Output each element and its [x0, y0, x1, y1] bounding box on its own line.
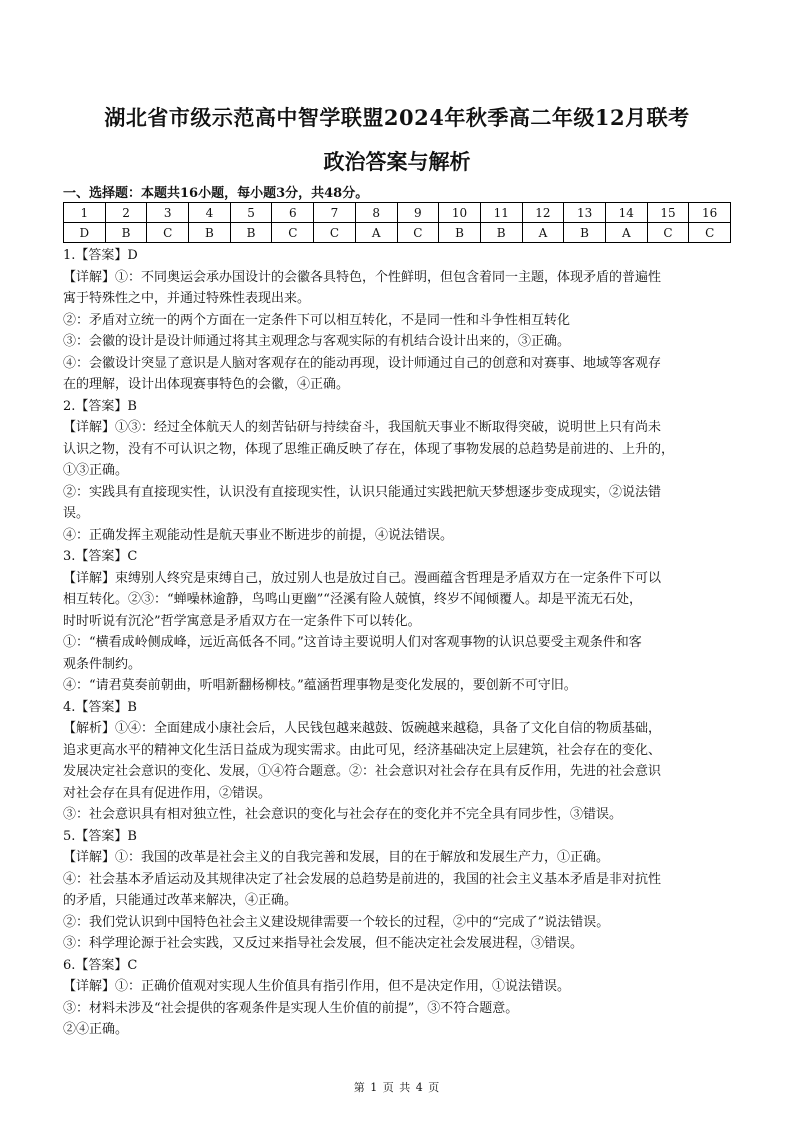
- text-line: 误。: [63, 506, 90, 521]
- text-line: 时时听说有沉沦”哲学寓意是矛盾双方在一定条件下可以转化。: [63, 613, 421, 629]
- answer-cell: C: [647, 223, 689, 243]
- question-number: 4: [189, 203, 231, 223]
- text-line: 相互转化。②③：“蝉噪林逾静，鸟鸣山更幽”“泾溪有险人兢慎，终岁不闻倾覆人。却是平流无石处，: [63, 592, 642, 607]
- answer-cell: A: [355, 223, 397, 243]
- text-line: 对社会存在具有促进作用，②错误。: [63, 785, 272, 801]
- answer-heading: 5.【答案】B: [63, 828, 137, 844]
- text-line: 认识之物，没有不可认识之物，体现了思维正确反映了存在，体现了事物发展的总趋势是前进的、上升的，: [63, 441, 675, 457]
- answer-cell: B: [564, 223, 606, 243]
- answer-heading: 2.【答案】B: [63, 398, 137, 414]
- answer-cell: B: [480, 223, 522, 243]
- text-line: ④：社会基本矛盾运动及其规律决定了社会发展的总趋势是前进的，我国的社会主义基本矛盾是非对抗性: [63, 871, 662, 887]
- question-number: 11: [480, 203, 522, 223]
- answer-heading: 1.【答案】D: [63, 248, 138, 263]
- answer-cell: A: [605, 223, 647, 243]
- text-line: 观条件制约。: [63, 656, 142, 672]
- question-number: 3: [147, 203, 189, 223]
- text-line: 发展决定社会意识的变化、发展，①④符合题意。②：社会意识对社会存在具有反作用，先进的社会意识: [63, 764, 662, 779]
- page-footer: 第 1 页 共 4 页: [353, 1081, 441, 1094]
- question-number: 9: [397, 203, 439, 223]
- answer-cell: C: [147, 223, 189, 243]
- text-line: 【详解】束缚别人终究是束缚自己，放过别人也是放过自己。漫画蕴含哲理是矛盾双方在一定条件下可以: [63, 570, 662, 586]
- text-line: ②：矛盾对立统一的两个方面在一定条件下可以相互转化，不是同一性和斗争性相互转化: [63, 312, 571, 328]
- answer-cell: C: [689, 223, 731, 243]
- question-number: 13: [564, 203, 606, 223]
- text-line: ④：会徽设计突显了意识是人脑对客观存在的能动再现，设计师通过自己的创意和对赛事、地域等客观存: [63, 355, 662, 371]
- question-number-row: [64, 203, 731, 223]
- question-number: 8: [355, 203, 397, 223]
- answer-table: [63, 202, 731, 243]
- answer-cell: B: [230, 223, 272, 243]
- answer-cell: C: [397, 223, 439, 243]
- answer-heading: 6.【答案】C: [63, 957, 138, 973]
- text-line: 【详解】①③：经过全体航天人的刻苦钻研与持续奋斗，我国航天事业不断取得突破，说明世上只有尚未: [63, 420, 662, 435]
- answer-cell: D: [64, 223, 106, 243]
- question-number: 1: [64, 203, 106, 223]
- question-number: 10: [439, 203, 481, 223]
- text-line: ④：正确发挥主观能动性是航天事业不断进步的前提，④说法错误。: [63, 527, 454, 543]
- text-line: 追求更高水平的精神文化生活日益成为现实需求。由此可见，经济基础决定上层建筑，社会存在的变化、: [63, 742, 662, 758]
- question-number: 15: [647, 203, 689, 223]
- text-line: ③：科学理论源于社会实践，又反过来指导社会发展，但不能决定社会发展进程，③错误。: [63, 936, 584, 951]
- text-line: 寓于特殊性之中，并通过特殊性表现出来。: [63, 291, 311, 306]
- text-line: ①：“横看成岭侧成峰，远近高低各不同。”这首诗主要说明人们对客观事物的认识总要受主观条件和客: [63, 635, 642, 650]
- text-line: ②④正确。: [63, 1022, 129, 1037]
- text-line: 的矛盾，只能通过改革来解决，④正确。: [63, 893, 298, 908]
- answer-heading: 4.【答案】B: [63, 699, 137, 715]
- text-line: ②：实践具有直接现实性，认识没有直接现实性，认识只能通过实践把航天梦想逐步变成现实，②说法错: [63, 484, 662, 500]
- text-line: ③：社会意识具有相对独立性，社会意识的变化与社会存在的变化并不完全具有同步性，③错误。: [63, 807, 623, 822]
- question-number: 12: [522, 203, 564, 223]
- page-subtitle: 政治答案与解析: [323, 149, 471, 174]
- question-number: 5: [230, 203, 272, 223]
- answer-explanations: [63, 245, 731, 1041]
- text-line: 【详解】①：正确价值观对实现人生价值具有指引作用，但不是决定作用，①说法错误。: [63, 979, 571, 994]
- question-number: 6: [272, 203, 314, 223]
- section-heading: 一、选择题：本题共16小题，每小题3分，共48分。: [63, 186, 369, 201]
- question-number: 7: [314, 203, 356, 223]
- question-number: 2: [105, 203, 147, 223]
- answer-cell: C: [272, 223, 314, 243]
- answer-cell: A: [522, 223, 564, 243]
- text-line: 【详解】①：我国的改革是社会主义的自我完善和发展，目的在于解放和发展生产力，①正确。: [63, 850, 610, 865]
- text-line: ④：“请君莫奏前朝曲，听唱新翻杨柳枝。”蕴涵哲理事物是变化发展的，要创新不可守旧。: [63, 678, 577, 693]
- text-line: ②：我们党认识到中国特色社会主义建设规律需要一个较长的过程，②中的“完成了”说法错误。: [63, 914, 610, 930]
- answer-row: [64, 223, 731, 243]
- text-line: 在的理解，设计出体现赛事特色的会徽，④正确。: [63, 377, 350, 392]
- page-title: 湖北省市级示范高中智学联盟2024年秋季高二年级12月联考: [104, 105, 690, 130]
- answer-heading: 3.【答案】C: [63, 549, 138, 564]
- text-line: ③：会徽的设计是设计师通过将其主观理念与客观实际的有机结合设计出来的，③正确。: [63, 334, 571, 349]
- answer-cell: C: [314, 223, 356, 243]
- question-number: 14: [605, 203, 647, 223]
- text-line: 【详解】①：不同奥运会承办国设计的会徽各具特色，个性鲜明，但包含着同一主题，体现矛盾的普遍性: [63, 269, 662, 285]
- question-number: 16: [689, 203, 731, 223]
- answer-cell: B: [189, 223, 231, 243]
- answer-cell: B: [439, 223, 481, 243]
- answer-cell: B: [105, 223, 147, 243]
- text-line: ③：材料未涉及“社会提供的客观条件是实现人生价值的前提”，③不符合题意。: [63, 1000, 519, 1016]
- text-line: 【解析】①④：全面建成小康社会后，人民钱包越来越鼓、饭碗越来越稳，具备了文化自信的物质基础，: [63, 721, 662, 736]
- text-line: ①③正确。: [63, 463, 129, 478]
